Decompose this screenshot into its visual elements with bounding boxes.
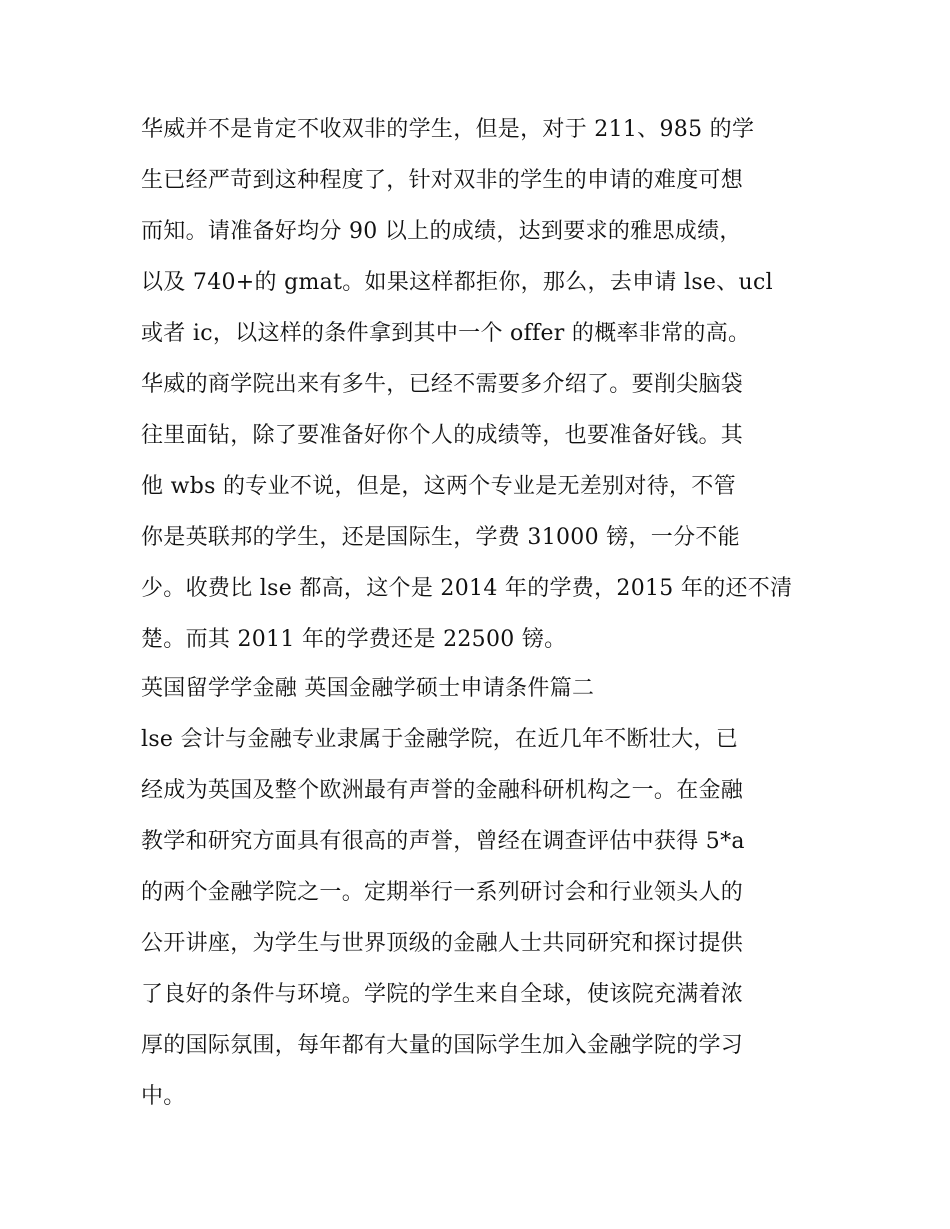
text-line: 经成为英国及整个欧洲最有声誉的金融科研机构之一。在金融 [141,778,744,803]
text-line: 厚的国际氛围，每年都有大量的国际学生加入金融学院的学习 [141,1033,744,1058]
text-line: 楚。而其 2011 年的学费还是 22500 镑。 [141,627,567,652]
text-line: 中。 [141,1084,186,1109]
text-line: 华威的商学院出来有多牛，已经不需要多介绍了。要削尖脑袋 [141,372,744,397]
text-line: 你是英联邦的学生，还是国际生，学费 31000 镑，一分不能 [141,525,740,550]
text-line: 生已经严苛到这种程度了，针对双非的学生的申请的难度可想 [141,168,744,193]
text-line: 以及 740+的 gmat。如果这样都拒你，那么，去申请 lse、ucl [141,270,773,295]
text-line: 的两个金融学院之一。定期举行一系列研讨会和行业领头人的 [141,880,744,905]
text-line: lse 会计与金融专业隶属于金融学院，在近几年不断壮大，已 [141,727,739,752]
paragraph-lse [141,714,813,1122]
text-line: 而知。请准备好均分 90 以上的成绩，达到要求的雅思成绩， [141,219,742,244]
text-line: 往里面钻，除了要准备好你个人的成绩等，也要准备好钱。其 [141,423,744,448]
text-line: 华威并不是肯定不收双非的学生，但是，对于 211、985 的学 [141,117,755,142]
text-line: 少。收费比 lse 都高，这个是 2014 年的学费，2015 年的还不清 [141,576,793,601]
text-line: 教学和研究方面具有很高的声誉，曾经在调查评估中获得 5*a [141,829,745,854]
text-line: 或者 ic，以这样的条件拿到其中一个 offer 的概率非常的高。 [141,321,751,346]
text-line: 公开讲座，为学生与世界顶级的金融人士共同研究和探讨提供 [141,931,744,956]
section-heading-block [141,663,813,714]
paragraph-warwick [141,104,813,665]
text-line: 他 wbs 的专业不说，但是，这两个专业是无差别对待，不管 [141,474,736,499]
text-line: 了良好的条件与环境。学院的学生来自全球，使该院充满着浓 [141,982,744,1007]
section-heading: 英国留学学金融 英国金融学硕士申请条件篇二 [141,676,595,701]
